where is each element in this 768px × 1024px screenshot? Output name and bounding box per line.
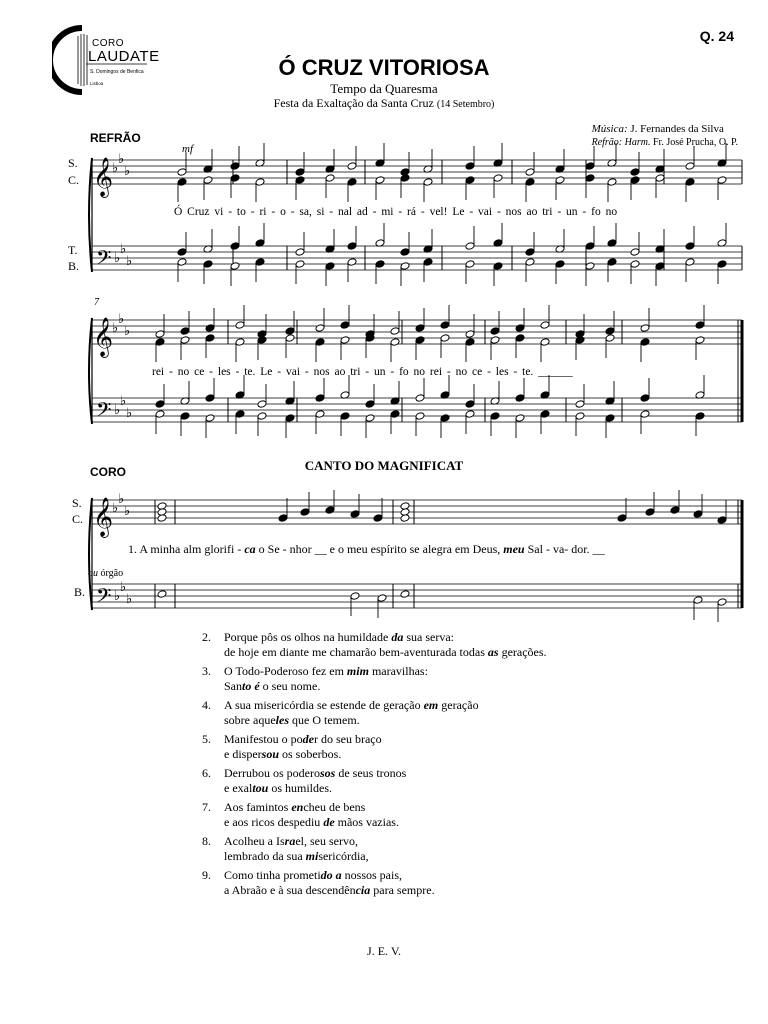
note-head xyxy=(585,242,595,251)
note-head xyxy=(655,262,665,271)
note-head xyxy=(575,412,585,421)
note-head xyxy=(205,334,215,343)
note-head xyxy=(180,412,190,421)
accented-syllable: de xyxy=(302,732,314,746)
note-head xyxy=(235,321,245,330)
magnificat-verses xyxy=(202,630,547,902)
note-head xyxy=(525,258,535,267)
verse-number: 2. xyxy=(202,630,211,644)
key-signature-flats: ♭ xyxy=(120,580,127,595)
note-head xyxy=(465,330,475,339)
note-head xyxy=(630,176,640,185)
verse-number: 8. xyxy=(202,834,211,848)
note-head xyxy=(605,334,615,343)
verse-1-accent-a: ca xyxy=(244,542,256,556)
verse-line: Derrubou os poderosos de seus tronos xyxy=(224,766,407,780)
page-title: Ó CRUZ VITORIOSA xyxy=(278,55,490,80)
note-head xyxy=(375,176,385,185)
verse-text xyxy=(224,834,369,864)
note-head xyxy=(155,400,165,409)
organ-note-text: órgão xyxy=(100,568,124,579)
note-head xyxy=(155,410,165,419)
key-signature-flats: ♭ xyxy=(126,592,133,607)
note-head xyxy=(717,176,727,185)
note-head xyxy=(390,327,400,336)
voice-label-contralto: C. xyxy=(68,173,80,187)
refrain-label: REFRÃO xyxy=(90,131,141,145)
treble-clef: 𝄞 xyxy=(93,317,114,357)
accented-syllable: em xyxy=(423,698,439,712)
note-head xyxy=(645,508,655,517)
note-head xyxy=(325,262,335,271)
note-head xyxy=(300,508,310,517)
accented-syllable: sos xyxy=(319,766,336,780)
accented-syllable: ra xyxy=(284,834,296,848)
hymn-number: Q. 24 xyxy=(699,28,734,44)
magnificat-voice-contralto: C. xyxy=(72,512,84,526)
note-head xyxy=(525,178,535,187)
note-head xyxy=(285,334,295,343)
note-head xyxy=(585,262,595,271)
note-head xyxy=(230,262,240,271)
key-signature-flats: ♭ xyxy=(112,501,119,516)
verse-line: Porque pôs os olhos na humildade da sua serva: xyxy=(224,630,454,644)
organ-note xyxy=(88,568,123,579)
note-head xyxy=(177,168,187,177)
refrain-lyrics-line-2: rei - no ce - les - te. Le - vai - nos ao tri - un - fo no rei - no ce - les - te. ______ xyxy=(152,366,573,378)
note-head xyxy=(365,400,375,409)
key-signature-flats: ♭ xyxy=(114,403,121,418)
accented-syllable: tou xyxy=(252,781,269,795)
note-head xyxy=(230,162,240,171)
note-head xyxy=(585,174,595,183)
note-head xyxy=(493,174,503,183)
note-head xyxy=(717,598,727,607)
note-head xyxy=(465,410,475,419)
verse-number: 3. xyxy=(202,664,211,678)
bass-clef: 𝄢 xyxy=(96,246,112,274)
verse-number: 4. xyxy=(202,698,211,712)
verse-1-number: 1. xyxy=(128,542,137,556)
voice-label-bass: B. xyxy=(68,259,80,273)
verse-text xyxy=(224,664,428,694)
verse-line: O Todo-Poderoso fez em mim maravilhas: xyxy=(224,664,428,678)
note-head xyxy=(607,178,617,187)
accented-syllable: as xyxy=(487,645,499,659)
verse-line: lembrado da sua misericórdia, xyxy=(224,849,369,863)
key-signature-flats: ♭ xyxy=(118,492,125,507)
note-head xyxy=(157,590,167,599)
note-head xyxy=(347,178,357,187)
note-head xyxy=(630,260,640,269)
note-head xyxy=(415,324,425,333)
note-head xyxy=(347,242,357,251)
verse-line: de hoje em diante me chamarão bem-aventurada todas as gerações. xyxy=(224,645,547,659)
key-signature-flats: ♭ xyxy=(114,251,121,266)
note-head xyxy=(515,394,525,403)
note-head xyxy=(585,162,595,171)
note-head xyxy=(400,590,410,599)
verse-5 xyxy=(202,732,547,762)
note-head xyxy=(203,176,213,185)
note-head xyxy=(693,510,703,519)
note-head xyxy=(177,258,187,267)
verse-3 xyxy=(202,664,547,694)
note-head xyxy=(540,338,550,347)
verse-1-accent-b: meu xyxy=(503,542,525,556)
note-head xyxy=(180,336,190,345)
note-head xyxy=(365,414,375,423)
treble-clef: 𝄞 xyxy=(93,157,114,197)
note-head xyxy=(465,242,475,251)
note-head xyxy=(525,248,535,257)
measure-number: 7 xyxy=(94,297,99,308)
magnificat-voice-soprano: S. xyxy=(72,496,82,510)
verse-line: Aos famintos encheu de bens xyxy=(224,800,366,814)
note-head xyxy=(177,248,187,257)
note-head xyxy=(605,414,615,423)
voice-label-tenor: T. xyxy=(68,243,78,257)
logo-city: Lisboa xyxy=(90,81,104,86)
note-head xyxy=(315,394,325,403)
note-head xyxy=(695,336,705,345)
note-head xyxy=(525,168,535,177)
note-head xyxy=(490,327,500,336)
note-head xyxy=(605,327,615,336)
liturgical-season: Tempo da Quaresma xyxy=(330,81,438,96)
music-composer: J. Fernandes da Silva xyxy=(630,123,724,135)
note-head xyxy=(640,410,650,419)
note-head xyxy=(377,594,387,603)
note-head xyxy=(155,330,165,339)
note-head xyxy=(693,596,703,605)
magnificat-voice-bass: B. xyxy=(74,585,86,599)
note-head xyxy=(465,400,475,409)
note-head xyxy=(493,262,503,271)
note-head xyxy=(205,414,215,423)
note-head xyxy=(400,248,410,257)
verse-7 xyxy=(202,800,547,830)
verse-line: e aos ricos despediu de mãos vazias. xyxy=(224,815,399,829)
key-signature-flats: ♭ xyxy=(112,161,119,176)
note-head xyxy=(490,336,500,345)
note-head xyxy=(400,262,410,271)
note-head xyxy=(295,168,305,177)
note-head xyxy=(205,324,215,333)
note-head xyxy=(465,260,475,269)
note-head xyxy=(695,321,705,330)
note-head xyxy=(685,178,695,187)
magnificat-title: CANTO DO MAGNIFICAT xyxy=(304,458,464,473)
note-head xyxy=(575,400,585,409)
logo-laudate-text: LAUDATE xyxy=(88,48,160,65)
clefs xyxy=(93,152,132,612)
note-head xyxy=(465,338,475,347)
verse-2 xyxy=(202,630,547,660)
note-head xyxy=(340,336,350,345)
verse-text xyxy=(224,800,399,830)
key-signature-flats: ♭ xyxy=(112,321,119,336)
key-signature-flats: ♭ xyxy=(126,254,133,269)
feast-name: Festa da Exaltação da Santa Cruz xyxy=(273,96,434,110)
verse-9 xyxy=(202,868,547,898)
note-head xyxy=(235,338,245,347)
note-head xyxy=(255,258,265,267)
note-head xyxy=(540,321,550,330)
note-head xyxy=(640,394,650,403)
refrain-lyrics-line-1: Ó Cruz vi - to - ri - o - sa, si - nal ad - mi - rá - vel! Le - vai - nos ao tri - un - fo no xyxy=(174,206,618,218)
logo-coro-text: CORO xyxy=(92,38,124,49)
note-head xyxy=(415,412,425,421)
harmony-author: Fr. José Prucha, O. P. xyxy=(652,137,738,148)
verse-1-text-a: A minha alm glorifi - xyxy=(139,542,242,556)
verse-line: a Abraão e à sua descendência para sempre. xyxy=(224,883,435,897)
note-head xyxy=(540,410,550,419)
key-signature-flats: ♭ xyxy=(120,242,127,257)
note-head xyxy=(295,260,305,269)
note-head xyxy=(373,514,383,523)
verse-1-text-b: o Se - nhor __ e o meu espírito se alegra em Deus, xyxy=(258,542,501,556)
accented-syllable: cia xyxy=(355,883,371,897)
key-signature-flats: ♭ xyxy=(126,406,133,421)
organ-note-ou: ou xyxy=(88,568,98,579)
key-signature-flats: ♭ xyxy=(124,504,131,519)
note-head xyxy=(440,334,450,343)
note-head xyxy=(278,514,288,523)
note-head xyxy=(515,414,525,423)
note-head xyxy=(440,414,450,423)
note-head xyxy=(203,260,213,269)
note-head xyxy=(630,248,640,257)
verse-number: 6. xyxy=(202,766,211,780)
verse-number: 5. xyxy=(202,732,211,746)
note-head xyxy=(230,242,240,251)
note-head xyxy=(515,324,525,333)
accented-syllable: sou xyxy=(261,747,279,761)
verse-text xyxy=(224,630,547,660)
verse-text xyxy=(224,766,406,796)
note-head xyxy=(640,324,650,333)
verse-line: Como tinha prometido a nossos pais, xyxy=(224,868,402,882)
coro-label: CORO xyxy=(90,465,126,479)
note-head xyxy=(375,260,385,269)
note-head xyxy=(177,178,187,187)
note-head xyxy=(340,412,350,421)
harmony-label: Refrão: Harm. xyxy=(591,137,651,148)
music-label: Música: xyxy=(591,123,628,135)
note-head xyxy=(465,176,475,185)
accented-syllable: de xyxy=(323,815,335,829)
note-head xyxy=(350,592,360,601)
verse-line: Santo é o seu nome. xyxy=(224,679,321,693)
verse-text xyxy=(224,868,435,898)
note-head xyxy=(423,258,433,267)
key-signature-flats: ♭ xyxy=(124,324,131,339)
note-head xyxy=(325,174,335,183)
treble-clef: 𝄞 xyxy=(93,497,114,537)
note-head xyxy=(717,516,727,525)
note-head xyxy=(685,258,695,267)
note-head xyxy=(640,338,650,347)
accented-syllable: to é xyxy=(242,679,260,693)
verse-6 xyxy=(202,766,547,796)
note-head xyxy=(390,338,400,347)
verse-1-text-c: Sal - va- dor. __ xyxy=(527,542,605,556)
note-head xyxy=(230,174,240,183)
bass-clef: 𝄢 xyxy=(96,398,112,426)
note-head xyxy=(685,242,695,251)
verse-line: e exaltou os humildes. xyxy=(224,781,332,795)
feast-date: (14 Setembro) xyxy=(436,99,495,110)
note-head xyxy=(295,176,305,185)
key-signature-flats: ♭ xyxy=(114,589,121,604)
magnificat-verse-1 xyxy=(128,542,605,557)
accented-syllable: mim xyxy=(346,664,369,678)
footer-initials: J. E. V. xyxy=(367,944,401,958)
note-head xyxy=(255,178,265,187)
note-head xyxy=(423,178,433,187)
accented-syllable: mi xyxy=(305,849,319,863)
verse-text xyxy=(224,698,479,728)
verse-text xyxy=(224,732,382,762)
note-head xyxy=(415,336,425,345)
note-head xyxy=(515,334,525,343)
note-head xyxy=(315,324,325,333)
verse-number: 9. xyxy=(202,868,211,882)
note-head xyxy=(347,258,357,267)
note-head xyxy=(630,168,640,177)
note-head xyxy=(235,410,245,419)
verse-number: 7. xyxy=(202,800,211,814)
note-head xyxy=(695,412,705,421)
note-head xyxy=(555,176,565,185)
key-signature-flats: ♭ xyxy=(118,312,125,327)
verse-line: e dispersou os soberbos. xyxy=(224,747,342,761)
note-head xyxy=(285,327,295,336)
note-head xyxy=(295,248,305,257)
verse-8 xyxy=(202,834,547,864)
bass-clef: 𝄢 xyxy=(96,584,112,612)
note-head xyxy=(655,174,665,183)
note-head xyxy=(555,260,565,269)
verse-4 xyxy=(202,698,547,728)
note-head xyxy=(415,394,425,403)
note-head xyxy=(607,258,617,267)
accented-syllable: les xyxy=(275,713,289,727)
key-signature-flats: ♭ xyxy=(120,394,127,409)
dynamic-mf: mf xyxy=(182,143,193,155)
accented-syllable: do a xyxy=(320,868,342,882)
note-head xyxy=(390,410,400,419)
verse-line: Acolheu a Israel, seu servo, xyxy=(224,834,358,848)
note-head xyxy=(340,321,350,330)
note-head xyxy=(440,321,450,330)
key-signature-flats: ♭ xyxy=(124,164,131,179)
note-head xyxy=(670,506,680,515)
note-head xyxy=(180,327,190,336)
note-head xyxy=(325,506,335,515)
logo-subtitle: S. Domingos de Benfica xyxy=(90,69,144,75)
accented-syllable: en xyxy=(291,800,304,814)
accented-syllable: da xyxy=(391,630,404,644)
note-head xyxy=(205,394,215,403)
note-head xyxy=(617,514,627,523)
note-head xyxy=(257,412,267,421)
note-head xyxy=(285,414,295,423)
note-head xyxy=(717,260,727,269)
note-head xyxy=(347,162,357,171)
note-head xyxy=(490,412,500,421)
note-head xyxy=(350,510,360,519)
note-head xyxy=(685,162,695,171)
voice-label-soprano: S. xyxy=(68,156,78,170)
verse-line: sobre aqueles que O temem. xyxy=(224,713,360,727)
note-head xyxy=(315,338,325,347)
note-head xyxy=(465,162,475,171)
note-head xyxy=(315,410,325,419)
staff-lines xyxy=(92,160,742,608)
note-head xyxy=(257,400,267,409)
verse-line: A sua misericórdia se estende de geração em geração xyxy=(224,698,479,712)
key-signature-flats: ♭ xyxy=(118,152,125,167)
verse-line: Manifestou o poder do seu braço xyxy=(224,732,382,746)
note-head xyxy=(155,338,165,347)
